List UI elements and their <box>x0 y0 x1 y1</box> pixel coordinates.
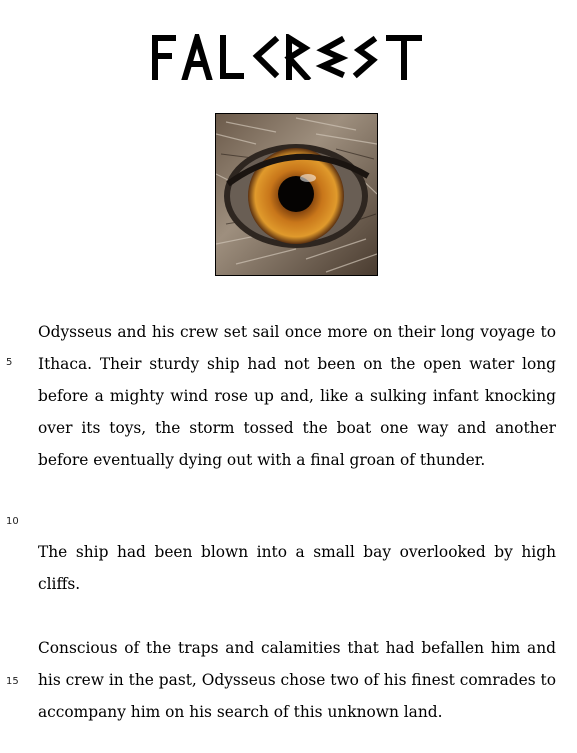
paragraph-3 <box>38 632 556 728</box>
paragraph-text: Odysseus and his crew set sail once more on their long voyage to Ithaca. Their sturdy ship had not been on the open water long before a mighty wind rose up and, like a sulking infant knocking over its toys, the storm tossed the boat one way and another before eventually dying out with a final groan of thunder. <box>38 323 556 469</box>
eye-icon <box>216 114 377 275</box>
eye-photo <box>215 113 378 276</box>
line-number: 5 <box>6 357 13 368</box>
line-number: 15 <box>6 676 19 687</box>
paragraph-text: Conscious of the traps and calamities that had befallen him and his crew in the past, Odysseus chose two of his finest comrades to accompany him on his search of this unknown land. <box>38 639 556 721</box>
line-number: 10 <box>6 516 19 527</box>
page-title <box>0 34 577 84</box>
paragraph-text: The ship had been blown into a small bay overlooked by high cliffs. <box>38 543 556 593</box>
paragraph-1 <box>38 316 556 476</box>
paragraph-2 <box>38 536 556 600</box>
title-lettering <box>149 34 429 80</box>
